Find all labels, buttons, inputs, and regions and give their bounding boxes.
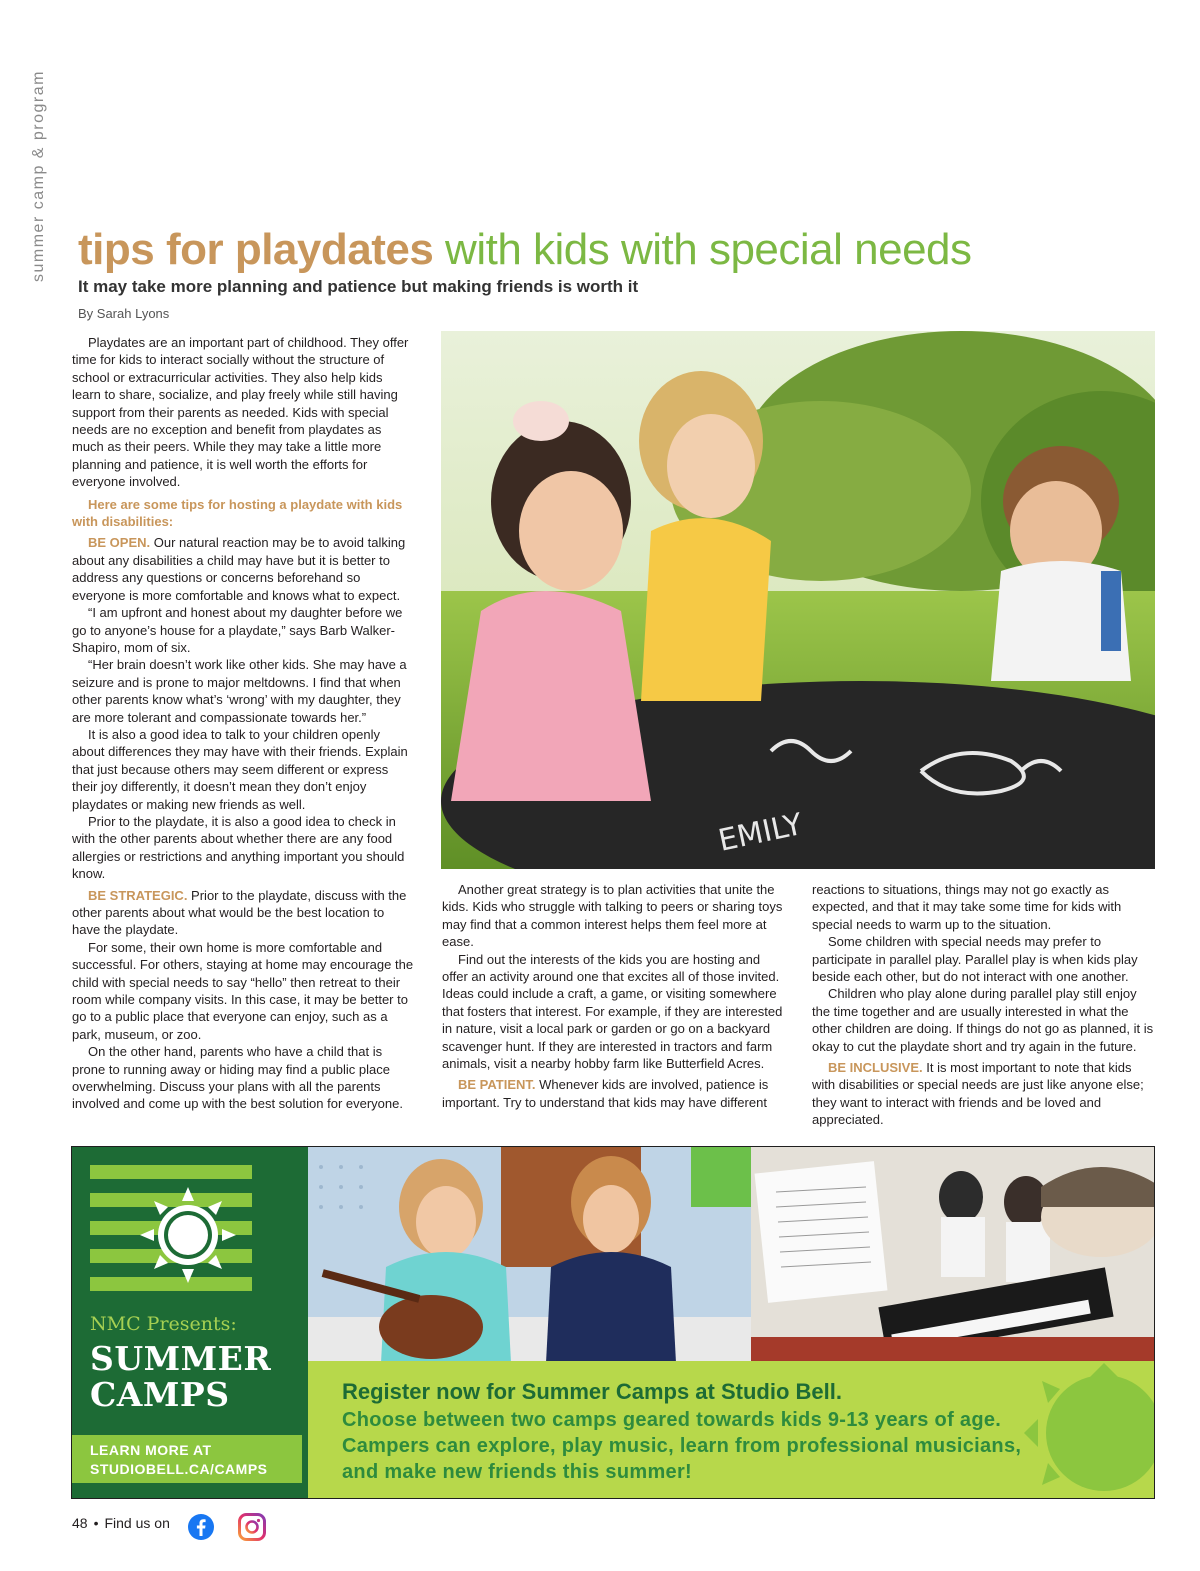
paragraph-be-open	[72, 534, 414, 604]
be-patient-label: BE PATIENT.	[458, 1077, 536, 1093]
headline-part2: with kids with special needs	[445, 225, 972, 274]
footer-bullet: •	[93, 1515, 99, 1531]
paragraph-talk: It is also a good idea to talk to your children openly about differences they may have with their friends. Explain that just because others may seem different or express their joy differently, it doesn’t mean they don’t enjoy playdates or making new friends as well.	[72, 726, 408, 812]
be-open-text: Our natural reaction may be to avoid talking about any disabilities a child may have but it is better to address any questions or concerns beforehand so everyone is more comfortable and knows what to expect.	[72, 535, 406, 603]
article-column-2	[442, 881, 784, 1111]
paragraph-reactions: reactions to situations, things may not go exactly as expected, and that it may take some time for kids with special needs to warm up to the situation.	[812, 882, 1122, 932]
facebook-icon[interactable]	[187, 1513, 215, 1541]
section-label: summer camp & program	[30, 70, 47, 282]
ad-headline: Register now for Summer Camps at Studio Bell.	[342, 1379, 842, 1404]
headline-part1: tips for playdates	[78, 225, 434, 274]
ad-message-panel	[308, 1361, 1154, 1498]
paragraph-some: For some, their own home is more comfortable and successful. For others, staying at home may encourage the child with special needs to say “hello” then retreat to their room while company visits. In this case, it may be better to go to a public place that everyone can enjoy, such as a park, museum, or zoo.	[72, 939, 414, 1042]
headline	[78, 224, 972, 276]
ad-brand-panel	[72, 1147, 308, 1498]
summer-camps-ad[interactable]	[71, 1146, 1155, 1499]
be-inclusive-label: BE INCLUSIVE.	[828, 1060, 923, 1076]
paragraph-quote-1: “I am upfront and honest about my daughter before we go to anyone’s house for a playdate,” says Barb Walker-Shapiro, mom of six.	[72, 605, 403, 655]
learn-more-line-2: STUDIOBELL.CA/CAMPS	[90, 1461, 268, 1477]
paragraph-find: Find out the interests of the kids you are hosting and offer an activity around one that excites all of those invited. Ideas could include a craft, a game, or visiting somewhere that fosters that interest. For example, if they are interested in nature, visit a local park or garden or go on a backyard scavenger hunt. If they are interested in tractors and farm animals, visit a nearby hobby farm like Butterfield Acres.	[442, 951, 783, 1072]
paragraph-prior: Prior to the playdate, it is also a good idea to check in with the other parents about whether there are any food allergies or restrictions and anything important you should know.	[72, 813, 405, 882]
chalk-drawing-text: EMILY	[715, 806, 806, 859]
be-strategic-text: Prior to the playdate, discuss with the other parents about what would be the best location to have the playdate.	[72, 887, 407, 938]
be-inclusive-text: It is most important to note that kids with disabilities or special needs are just like anyone else; they want to interact with friends and be loved and appreciated.	[812, 1060, 1144, 1128]
byline: By Sarah Lyons	[78, 306, 170, 321]
learn-more-link[interactable]	[72, 1435, 302, 1483]
find-us-label: Find us on	[104, 1515, 170, 1531]
ad-presents: NMC Presents:	[90, 1313, 237, 1335]
article-column-1	[72, 334, 414, 1113]
ad-title-line-1: SUMMER	[90, 1339, 272, 1378]
paragraph-parallel: Some children with special needs may prefer to participate in parallel play. Parallel play is when kids play beside each other, but do not interact with one another.	[812, 934, 1138, 985]
learn-more-line-1: LEARN MORE AT	[90, 1442, 212, 1458]
page-number: 48	[72, 1515, 88, 1531]
be-strategic-label: BE STRATEGIC.	[88, 887, 188, 903]
subtitle: It may take more planning and patience but making friends is worth it	[78, 277, 639, 296]
ad-body: Choose between two camps geared towards kids 9-13 years of age. Campers can explore, play music, learn from professional musicians, and make new friends this summer!	[342, 1409, 1022, 1483]
kids-chalk-photo	[441, 331, 1155, 869]
paragraph-another: Another great strategy is to plan activities that unite the kids. Kids who struggle with talking to peers or sharing toys may find that a common interest helps them feel more at ease.	[442, 882, 783, 950]
paragraph-be-strategic	[72, 887, 414, 939]
instagram-icon[interactable]	[238, 1513, 266, 1541]
page-footer	[72, 1515, 170, 1531]
ad-stripe	[90, 1165, 252, 1179]
ad-title-line-2: CAMPS	[90, 1375, 230, 1414]
tips-intro: Here are some tips for hosting a playdate with kids with disabilities:	[72, 496, 403, 530]
article-column-3	[812, 881, 1155, 1129]
be-open-label: BE OPEN.	[88, 535, 151, 551]
sun-logo-icon	[140, 1187, 236, 1283]
ad-title	[90, 1341, 271, 1413]
paragraph-alone: Children who play alone during parallel play still enjoy the time together and are usually interested in what the other children are doing. If things do not go as planned, it is okay to cut the playdate short and try again in the future.	[812, 986, 1154, 1054]
be-patient-text: Whenever kids are involved, patience is important. Try to understand that kids may have different	[442, 1077, 769, 1110]
paragraph-intro: Playdates are an important part of childhood. They offer time for kids to interact socially without the structure of school or extracurricular activities. They also help kids learn to share, socialize, and play freely while still having support from their parents as needed. Kids with special needs are no exception and benefit from playdates as much as their peers. While they may take a little more planning and patience, it is well worth the efforts for everyone involved.	[72, 335, 409, 490]
paragraph-be-patient	[442, 1076, 784, 1111]
ad-photos	[281, 1147, 1154, 1363]
paragraph-be-inclusive	[812, 1059, 1155, 1129]
paragraph-quote-2: “Her brain doesn’t work like other kids. She may have a seizure and is prone to major meltdowns. I find that when other parents know what’s ‘wrong’ with my daughter, they are more tolerant and compassionate towards her.”	[72, 657, 407, 725]
paragraph-other-hand: On the other hand, parents who have a child that is prone to running away or hiding may find a public place overwhelming. Discuss your plans with all the parents involved and come up with the best solution for everyone.	[72, 1044, 403, 1112]
